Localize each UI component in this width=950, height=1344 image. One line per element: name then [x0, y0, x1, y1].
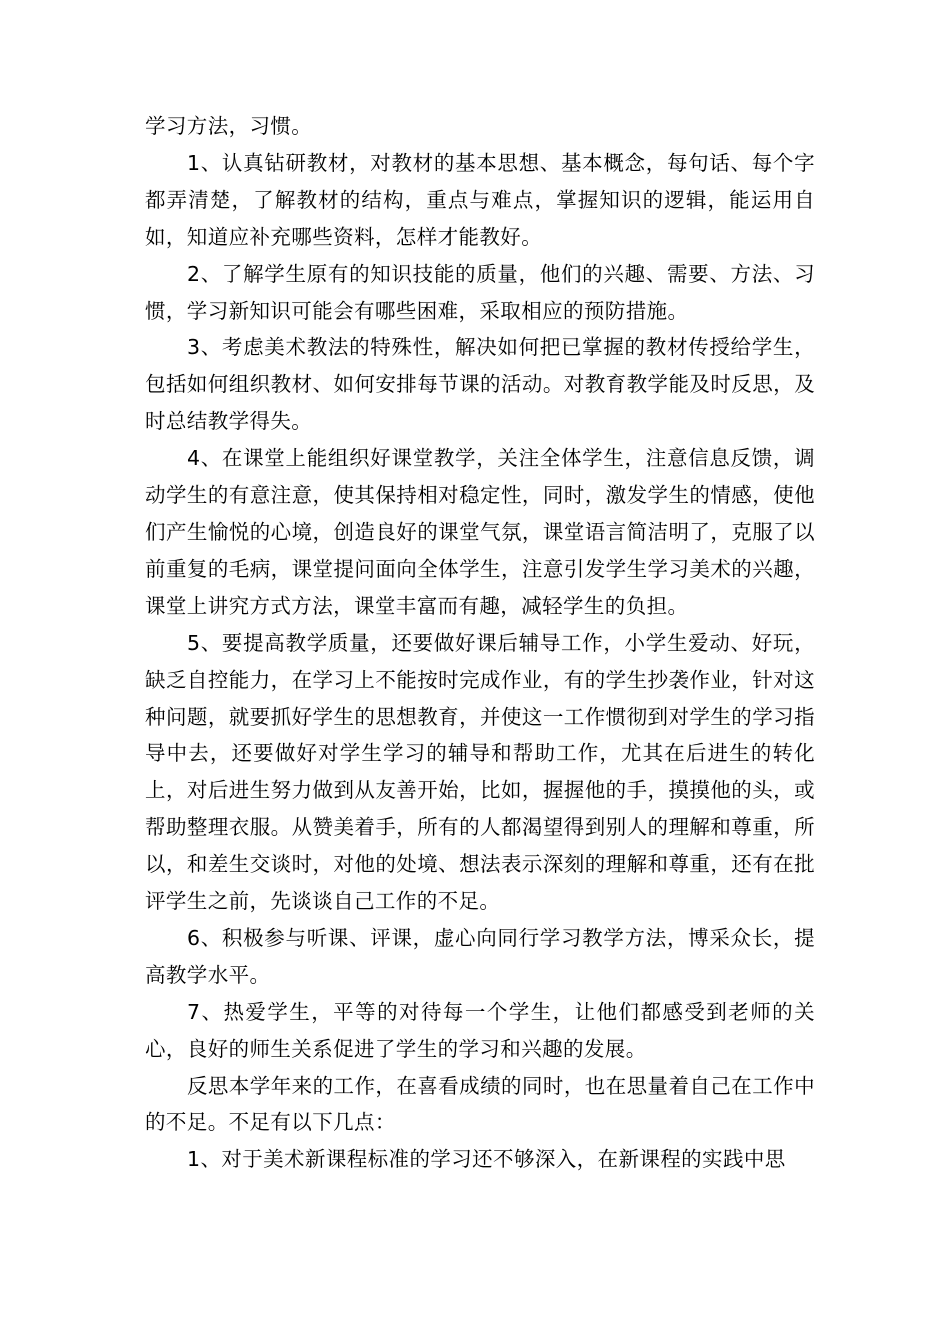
paragraph-item-1: 1、认真钻研教材，对教材的基本思想、基本概念，每句话、每个字都弄清楚，了解教材的结构，重点与难点，掌握知识的逻辑，能运用自如，知道应补充哪些资料，怎样才能教好。	[145, 150, 815, 249]
paragraph-shortcoming-1: 1、对于美术新课程标准的学习还不够深入，在新课程的实践中思	[187, 1147, 786, 1172]
paragraph-item-5: 5、要提高教学质量，还要做好课后辅导工作，小学生爱动、好玩，缺乏自控能力，在学习上不能按时完成作业，有的学生抄袭作业，针对这种问题，就要抓好学生的思想教育，并使这一工作惯彻到对学生的学习指导中去，还要做好对学生学习的辅导和帮助工作，尤其在后进生的转化上，对后进生努力做到从友善开始，比如，握握他的手，摸摸他的头，或帮助整理衣服。从赞美着手，所有的人都渴望得到别人的理解和尊重，所以，和差生交谈时，对他的处境、想法表示深刻的理解和尊重，还有在批评学生之前，先谈谈自己工作的不足。	[145, 630, 815, 914]
document-page	[145, 108, 815, 1178]
paragraph-item-4: 4、在课堂上能组织好课堂教学，关注全体学生，注意信息反馈，调动学生的有意注意，使其保持相对稳定性，同时，激发学生的情感，使他们产生愉悦的心境，创造良好的课堂气氛，课堂语言简洁明了，克服了以前重复的毛病，课堂提问面向全体学生，注意引发学生学习美术的兴趣，课堂上讲究方式方法，课堂丰富而有趣，减轻学生的负担。	[145, 446, 815, 618]
paragraph-continuation: 学习方法，习惯。	[145, 114, 313, 138]
paragraph-item-6: 6、积极参与听课、评课，虚心向同行学习教学方法，博采众长，提高教学水平。	[145, 925, 815, 987]
paragraph-item-7: 7、热爱学生，平等的对待每一个学生，让他们都感受到老师的关心，良好的师生关系促进了学生的学习和兴趣的发展。	[145, 999, 815, 1061]
paragraph-item-3: 3、考虑美术教法的特殊性，解决如何把已掌握的教材传授给学生，包括如何组织教材、如何安排每节课的活动。对教育教学能及时反思，及时总结教学得失。	[145, 335, 815, 434]
paragraph-item-2: 2、了解学生原有的知识技能的质量，他们的兴趣、需要、方法、习惯，学习新知识可能会有哪些困难，采取相应的预防措施。	[145, 261, 815, 323]
paragraph-reflection: 反思本学年来的工作，在喜看成绩的同时，也在思量着自己在工作中的不足。不足有以下几点：	[145, 1073, 815, 1135]
